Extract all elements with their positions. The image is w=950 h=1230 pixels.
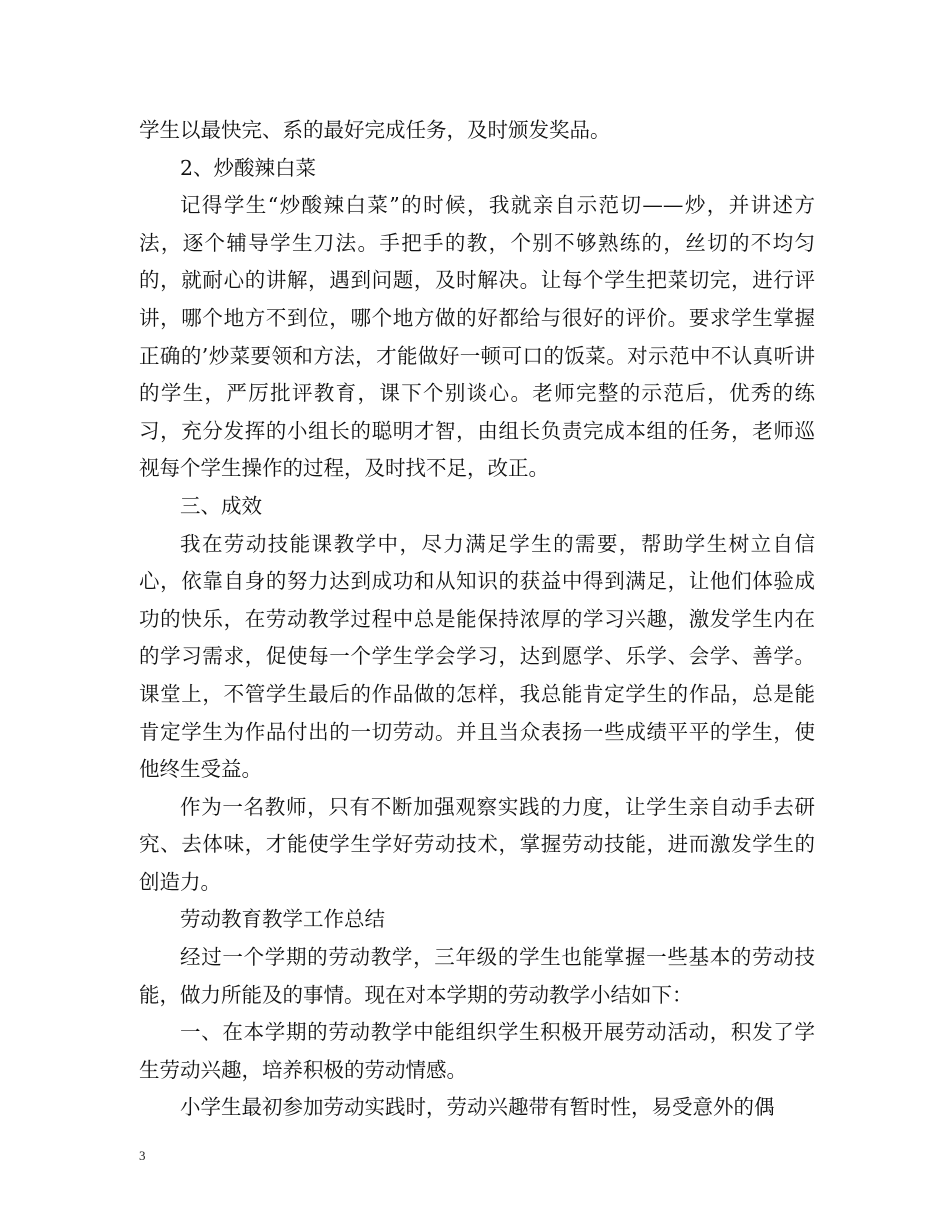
page-number: 3 [139, 1148, 146, 1163]
paragraph-teacher-role: 作为一名教师，只有不断加强观察实践的力度，让学生亲自动手去研究、去体味，才能使学生学好劳动技术，掌握劳动技能，进而激发学生的创造力。 [139, 794, 815, 894]
paragraph-summary-intro: 经过一个学期的劳动教学，三年级的学生也能掌握一些基本的劳动技能，做力所能及的事情。现在对本学期的劳动教学小结如下： [139, 945, 815, 1007]
paragraph-results: 我在劳动技能课教学中，尽力满足学生的需要，帮助学生树立自信心，依靠自身的努力达到成功和从知识的获益中得到满足，让他们体验成功的快乐，在劳动教学过程中总是能保持浓厚的学习兴趣，激发学生内在的学习需求，促使每一个学生学会学习，达到愿学、乐学、会学、善学。课堂上，不管学生最后的作品做的怎样，我总能肯定学生的作品，总是能肯定学生为作品付出的一切劳动。并且当众表扬一些成绩平平的学生，使他终生受益。 [139, 531, 815, 782]
document-body [139, 112, 815, 1127]
section-heading-interest: 一、在本学期的劳动教学中能组织学生积极开展劳动活动，积发了学生劳动兴趣，培养积极的劳动情感。 [139, 1020, 815, 1082]
paragraph-continuation: 学生以最快完、系的最好完成任务，及时颁发奖品。 [139, 118, 611, 142]
subheading-sour-cabbage: 2、炒酸辣白菜 [180, 155, 317, 180]
heading-summary-title: 劳动教育教学工作总结 [180, 907, 385, 932]
paragraph-interest: 小学生最初参加劳动实践时，劳动兴趣带有暂时性，易受意外的偶 [180, 1095, 775, 1120]
section-heading-results: 三、成效 [180, 493, 262, 518]
paragraph-demonstration: 记得学生“炒酸辣白菜”的时候，我就亲自示范切——炒，并讲述方法，逐个辅导学生刀法。手把手的教，个别不够熟练的，丝切的不均匀的，就耐心的讲解，遇到问题，及时解决。让每个学生把菜切完，进行评讲，哪个地方不到位，哪个地方做的好都给与很好的评价。要求学生掌握正确的’炒菜要领和方法，才能做好一顿可口的饭菜。对示范中不认真听讲的学生，严厉批评教育，课下个别谈心。老师完整的示范后，优秀的练习，充分发挥的小组长的聪明才智，由组长负责完成本组的任务，老师巡视每个学生操作的过程，及时找不足，改正。 [139, 193, 815, 481]
